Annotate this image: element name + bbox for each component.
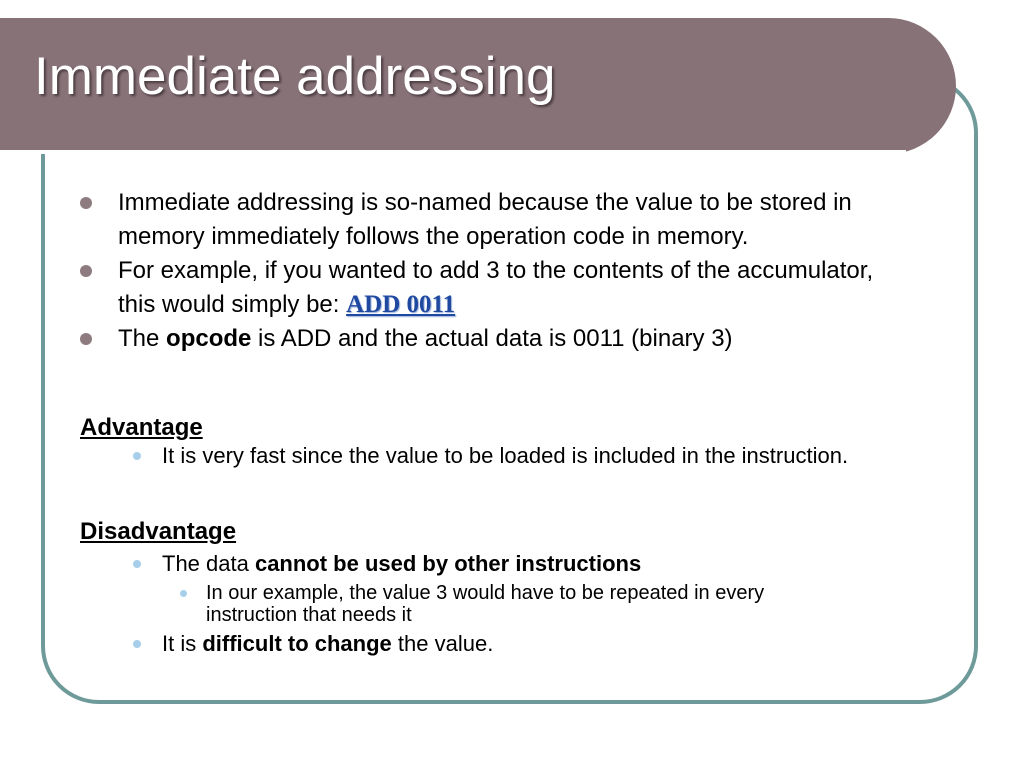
sub-bullet-item [133,443,853,468]
bullet-item [80,186,880,254]
sub-bullet-bold-term: cannot be used by other instructions [254,551,642,576]
bullet-text: is ADD and the actual data is 0011 (binary 3) [251,325,733,352]
bullet-item [80,254,880,322]
sub-bullet-item [133,551,853,576]
advantage-heading: Advantage [80,414,203,441]
disadvantage-list [133,551,853,576]
nested-bullet-dot-icon [180,590,187,597]
title-underline-rule [0,150,906,154]
disadvantage-list-continued [133,631,853,656]
sub-bullet-text: the value. [391,631,494,656]
advantage-list [133,443,853,468]
nested-bullet-text: In our example, the value 3 would have to be repeated in every instruction that needs it [206,582,765,626]
main-bullet-list [80,186,880,356]
sub-bullet-dot-icon [133,640,141,648]
sub-bullet-dot-icon [133,452,141,460]
code-example: ADD 0011 [346,291,456,318]
sub-bullet-text: It is [162,631,203,656]
bullet-text: Immediate addressing is so-named because the value to be stored in memory immediately follows the operation code in memory. [118,189,852,250]
bullet-item [80,322,880,356]
bullet-bold-term: opcode [166,325,252,352]
disadvantage-heading: Disadvantage [80,518,237,545]
sub-bullet-text: It is very fast since the value to be loaded is included in the instruction. [162,443,849,468]
bullet-text: The [118,325,167,352]
bullet-dot-icon [80,197,92,209]
slide-title: Immediate addressing [34,47,556,106]
bullet-dot-icon [80,333,92,345]
sub-bullet-dot-icon [133,560,141,568]
sub-bullet-bold-term: difficult to change [202,631,392,656]
disadvantage-nested-list [180,582,860,626]
sub-bullet-text: The data [162,551,255,576]
bullet-text: For example, if you wanted to add 3 to the contents of the accumulator, this would simply be: [118,257,874,318]
sub-bullet-item [133,631,853,656]
bullet-dot-icon [80,265,92,277]
nested-bullet-item [180,582,860,626]
